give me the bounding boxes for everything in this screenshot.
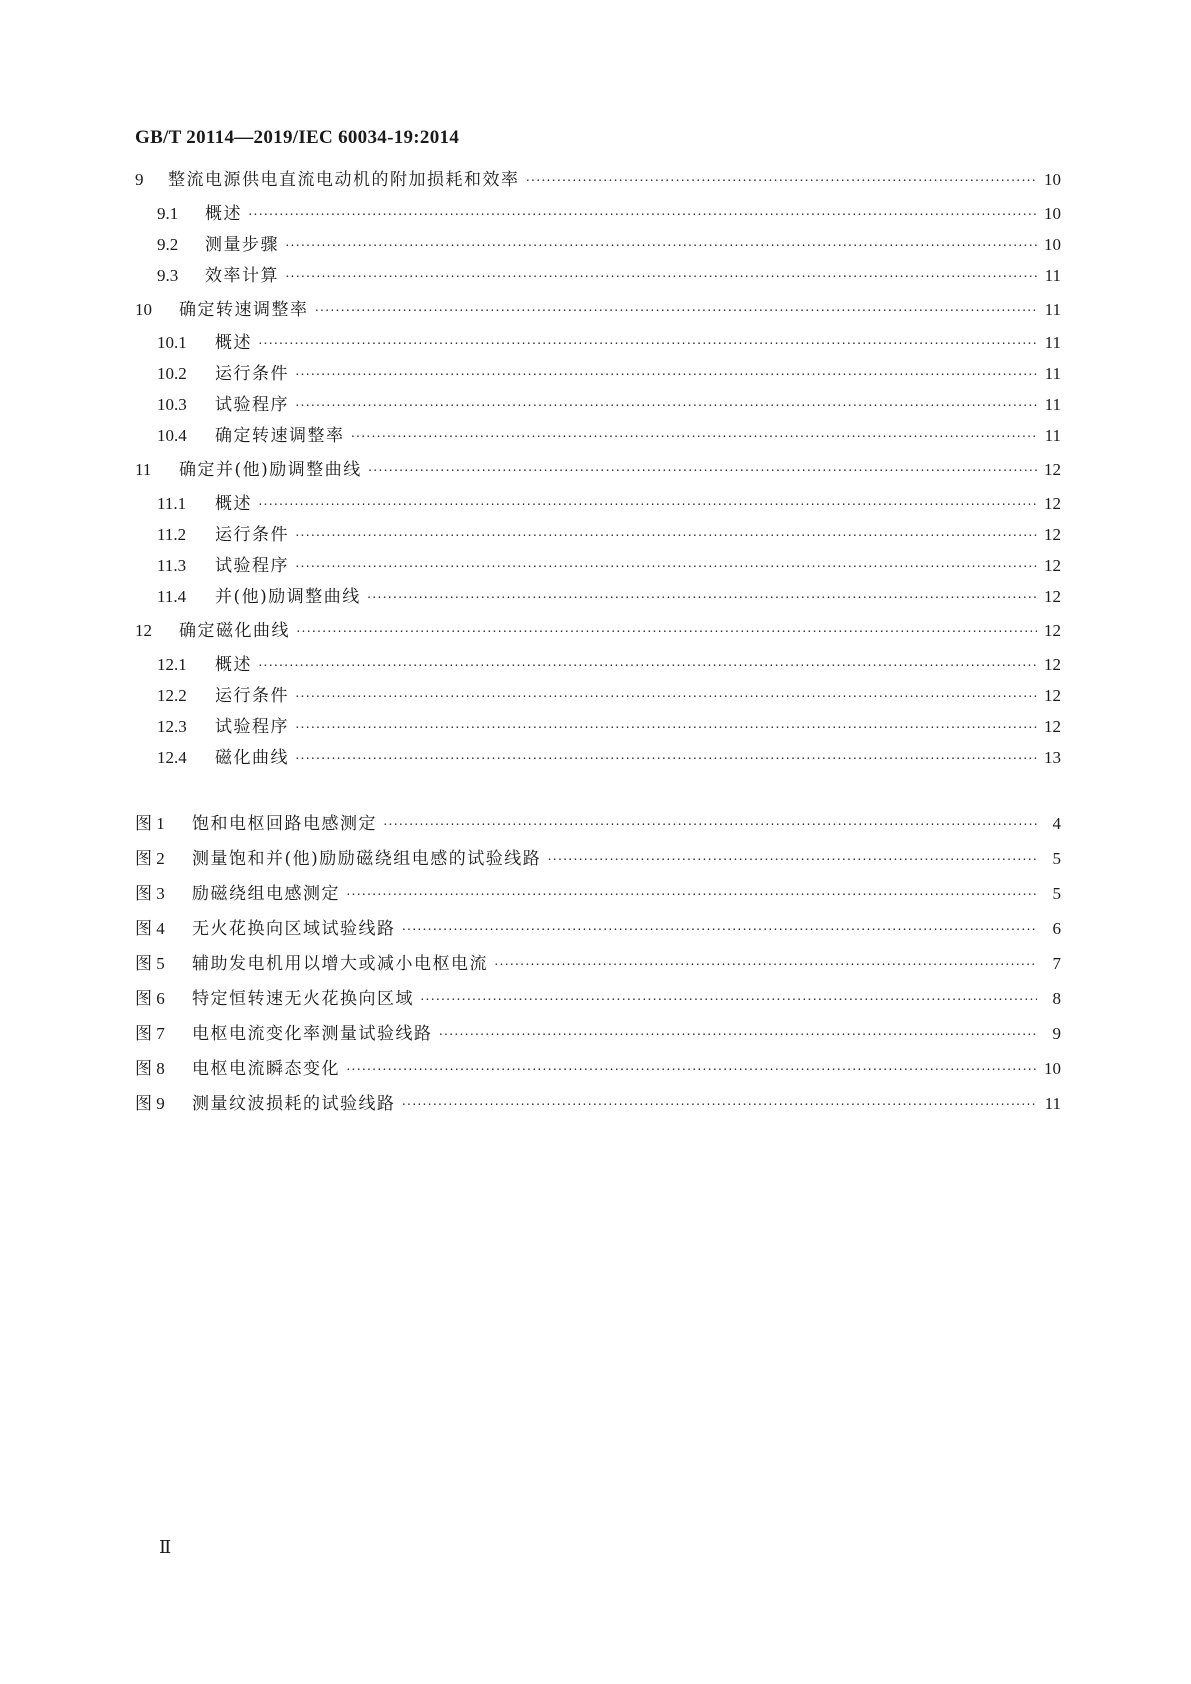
toc-entry-number: 9.2 xyxy=(157,235,179,254)
figure-entry-page: 7 xyxy=(1052,954,1061,973)
toc-entry[interactable] xyxy=(157,652,1061,678)
leader-dots xyxy=(402,920,1038,942)
figure-entry-title: 饱和电枢回路电感测定 xyxy=(192,814,377,834)
toc-entry-number: 9 xyxy=(135,170,144,189)
toc-entry-title: 整流电源供电直流电动机的附加损耗和效率 xyxy=(168,170,520,190)
toc-entry-number: 11.4 xyxy=(157,587,187,606)
toc-entry-number: 11.1 xyxy=(157,494,187,513)
toc-entry[interactable] xyxy=(157,423,1061,449)
figure-entry[interactable] xyxy=(135,951,1061,977)
figure-entry-title: 测量纹波损耗的试验线路 xyxy=(192,1094,396,1114)
toc-entry-title: 概述 xyxy=(215,333,252,353)
toc-entry-page: 12 xyxy=(1044,717,1061,736)
toc-entry[interactable] xyxy=(157,201,1061,227)
leader-dots xyxy=(368,461,1037,483)
toc-entry-page: 12 xyxy=(1044,686,1061,705)
figure-entry-title: 特定恒转速无火花换向区域 xyxy=(192,989,414,1009)
leader-dots xyxy=(258,495,1037,517)
leader-dots xyxy=(295,526,1037,548)
toc-entry-title: 效率计算 xyxy=(205,266,279,286)
figure-entry-title: 电枢电流瞬态变化 xyxy=(192,1059,340,1079)
figure-entry[interactable] xyxy=(135,986,1061,1012)
toc-entry-page: 10 xyxy=(1044,235,1061,254)
toc-entry-page: 12 xyxy=(1044,587,1061,606)
toc-entry-title: 确定并(他)励调整曲线 xyxy=(179,460,362,480)
leader-dots xyxy=(315,301,1038,323)
toc-entry[interactable] xyxy=(135,167,1061,193)
toc-entry-title: 概述 xyxy=(215,494,252,514)
toc-entry-page: 11 xyxy=(1044,426,1061,445)
leader-dots xyxy=(351,427,1038,449)
toc-entry-title: 并(他)励调整曲线 xyxy=(215,587,361,607)
figure-entry-title: 无火花换向区域试验线路 xyxy=(192,919,396,939)
leader-dots xyxy=(367,588,1037,610)
figure-entry-page: 4 xyxy=(1052,814,1061,833)
figure-entry-title: 电枢电流变化率测量试验线路 xyxy=(192,1024,433,1044)
toc-entry[interactable] xyxy=(157,683,1061,709)
leader-dots xyxy=(402,1095,1038,1117)
figure-entry-page: 6 xyxy=(1052,919,1061,938)
toc-entry[interactable] xyxy=(157,714,1061,740)
toc-entry-title: 磁化曲线 xyxy=(215,748,289,768)
toc-entry-title: 试验程序 xyxy=(215,395,289,415)
toc-entry-number: 10.4 xyxy=(157,426,187,445)
leader-dots xyxy=(295,749,1037,771)
leader-dots xyxy=(346,885,1037,907)
figure-entry-label: 图 9 xyxy=(135,1094,165,1113)
figure-entry[interactable] xyxy=(135,811,1061,837)
figure-entry[interactable] xyxy=(135,846,1061,872)
toc-entry-number: 10.2 xyxy=(157,364,187,383)
toc-entry[interactable] xyxy=(157,392,1061,418)
toc-entry[interactable] xyxy=(157,584,1061,610)
leader-dots xyxy=(295,718,1037,740)
figure-entry-title: 测量饱和并(他)励励磁绕组电感的试验线路 xyxy=(192,849,542,869)
leader-dots xyxy=(285,267,1037,289)
leader-dots xyxy=(258,334,1037,356)
toc-entry-title: 运行条件 xyxy=(215,364,289,384)
toc-entry-number: 12.3 xyxy=(157,717,187,736)
toc-entry-page: 12 xyxy=(1044,525,1061,544)
toc-entry-page: 12 xyxy=(1044,460,1061,479)
toc-entry-title: 概述 xyxy=(215,655,252,675)
standard-number-header: GB/T 20114—2019/IEC 60034-19:2014 xyxy=(135,127,460,148)
toc-entry-title: 确定转速调整率 xyxy=(215,426,345,446)
figure-entry-title: 励磁绕组电感测定 xyxy=(192,884,340,904)
toc-entry-page: 12 xyxy=(1044,556,1061,575)
toc-entry-title: 运行条件 xyxy=(215,686,289,706)
leader-dots xyxy=(285,236,1037,258)
figure-entry-label: 图 2 xyxy=(135,849,165,868)
leader-dots xyxy=(295,365,1037,387)
leader-dots xyxy=(547,850,1037,872)
figure-entry-title: 辅助发电机用以增大或减小电枢电流 xyxy=(192,954,488,974)
toc-entry-title: 测量步骤 xyxy=(205,235,279,255)
toc-entry-number: 11.3 xyxy=(157,556,187,575)
toc-entry-page: 10 xyxy=(1044,204,1061,223)
toc-entry-title: 确定磁化曲线 xyxy=(179,621,290,641)
figure-entry[interactable] xyxy=(135,1091,1061,1117)
toc-entry[interactable] xyxy=(157,522,1061,548)
toc-entry[interactable] xyxy=(135,618,1061,644)
leader-dots xyxy=(258,656,1037,678)
leader-dots xyxy=(295,557,1037,579)
toc-entry-number: 12.2 xyxy=(157,686,187,705)
toc-entry[interactable] xyxy=(157,491,1061,517)
leader-dots xyxy=(526,171,1038,193)
figure-entry-page: 5 xyxy=(1052,849,1061,868)
leader-dots xyxy=(439,1025,1038,1047)
toc-entry[interactable] xyxy=(157,263,1061,289)
figure-entry-page: 10 xyxy=(1044,1059,1061,1078)
leader-dots xyxy=(346,1060,1037,1082)
toc-entry-title: 试验程序 xyxy=(215,556,289,576)
figure-entry-label: 图 6 xyxy=(135,989,165,1008)
toc-entry[interactable] xyxy=(157,330,1061,356)
figure-entry-page: 11 xyxy=(1044,1094,1061,1113)
toc-entry-page: 11 xyxy=(1044,333,1061,352)
figure-entry[interactable] xyxy=(135,1056,1061,1082)
toc-entry-page: 11 xyxy=(1044,300,1061,319)
toc-entry-page: 12 xyxy=(1044,494,1061,513)
leader-dots xyxy=(296,622,1037,644)
toc-entry-number: 10 xyxy=(135,300,152,319)
toc-entry-number: 12.1 xyxy=(157,655,187,674)
toc-entry-number: 11.2 xyxy=(157,525,187,544)
toc-entry-number: 10.1 xyxy=(157,333,187,352)
figure-entry-label: 图 5 xyxy=(135,954,165,973)
toc-entry-page: 13 xyxy=(1044,748,1061,767)
toc-entry-number: 12 xyxy=(135,621,152,640)
figure-entry-page: 5 xyxy=(1052,884,1061,903)
toc-entry-number: 11 xyxy=(135,460,152,479)
leader-dots xyxy=(295,396,1037,418)
figure-entry-label: 图 7 xyxy=(135,1024,165,1043)
leader-dots xyxy=(383,815,1037,837)
figure-entry-page: 9 xyxy=(1052,1024,1061,1043)
toc-entry-number: 9.3 xyxy=(157,266,179,285)
toc-entry-page: 11 xyxy=(1044,395,1061,414)
toc-entry[interactable] xyxy=(135,457,1061,483)
figure-entry[interactable] xyxy=(135,881,1061,907)
toc-entry-title: 运行条件 xyxy=(215,525,289,545)
toc-entry-page: 12 xyxy=(1044,621,1061,640)
toc-entry-page: 12 xyxy=(1044,655,1061,674)
toc-entry-number: 9.1 xyxy=(157,204,179,223)
figure-entry-page: 8 xyxy=(1052,989,1061,1008)
toc-entry[interactable] xyxy=(157,232,1061,258)
figure-entry[interactable] xyxy=(135,916,1061,942)
toc-entry-title: 试验程序 xyxy=(215,717,289,737)
toc-entry-number: 12.4 xyxy=(157,748,187,767)
toc-entry[interactable] xyxy=(157,553,1061,579)
figure-entry[interactable] xyxy=(135,1021,1061,1047)
page-number: Ⅱ xyxy=(159,1537,172,1557)
leader-dots xyxy=(494,955,1037,977)
figure-entry-label: 图 4 xyxy=(135,919,165,938)
toc-entry[interactable] xyxy=(157,745,1061,771)
figure-entry-label: 图 3 xyxy=(135,884,165,903)
toc-entry[interactable] xyxy=(157,361,1061,387)
leader-dots xyxy=(295,687,1037,709)
leader-dots xyxy=(248,205,1037,227)
toc-entry-number: 10.3 xyxy=(157,395,187,414)
toc-entry-title: 概述 xyxy=(205,204,242,224)
figure-entry-label: 图 8 xyxy=(135,1059,165,1078)
toc-entry-page: 11 xyxy=(1044,266,1061,285)
toc-entry[interactable] xyxy=(135,297,1061,323)
figure-entry-label: 图 1 xyxy=(135,814,165,833)
toc-entry-page: 11 xyxy=(1044,364,1061,383)
toc-entry-page: 10 xyxy=(1044,170,1061,189)
leader-dots xyxy=(420,990,1037,1012)
toc-entry-title: 确定转速调整率 xyxy=(179,300,309,320)
